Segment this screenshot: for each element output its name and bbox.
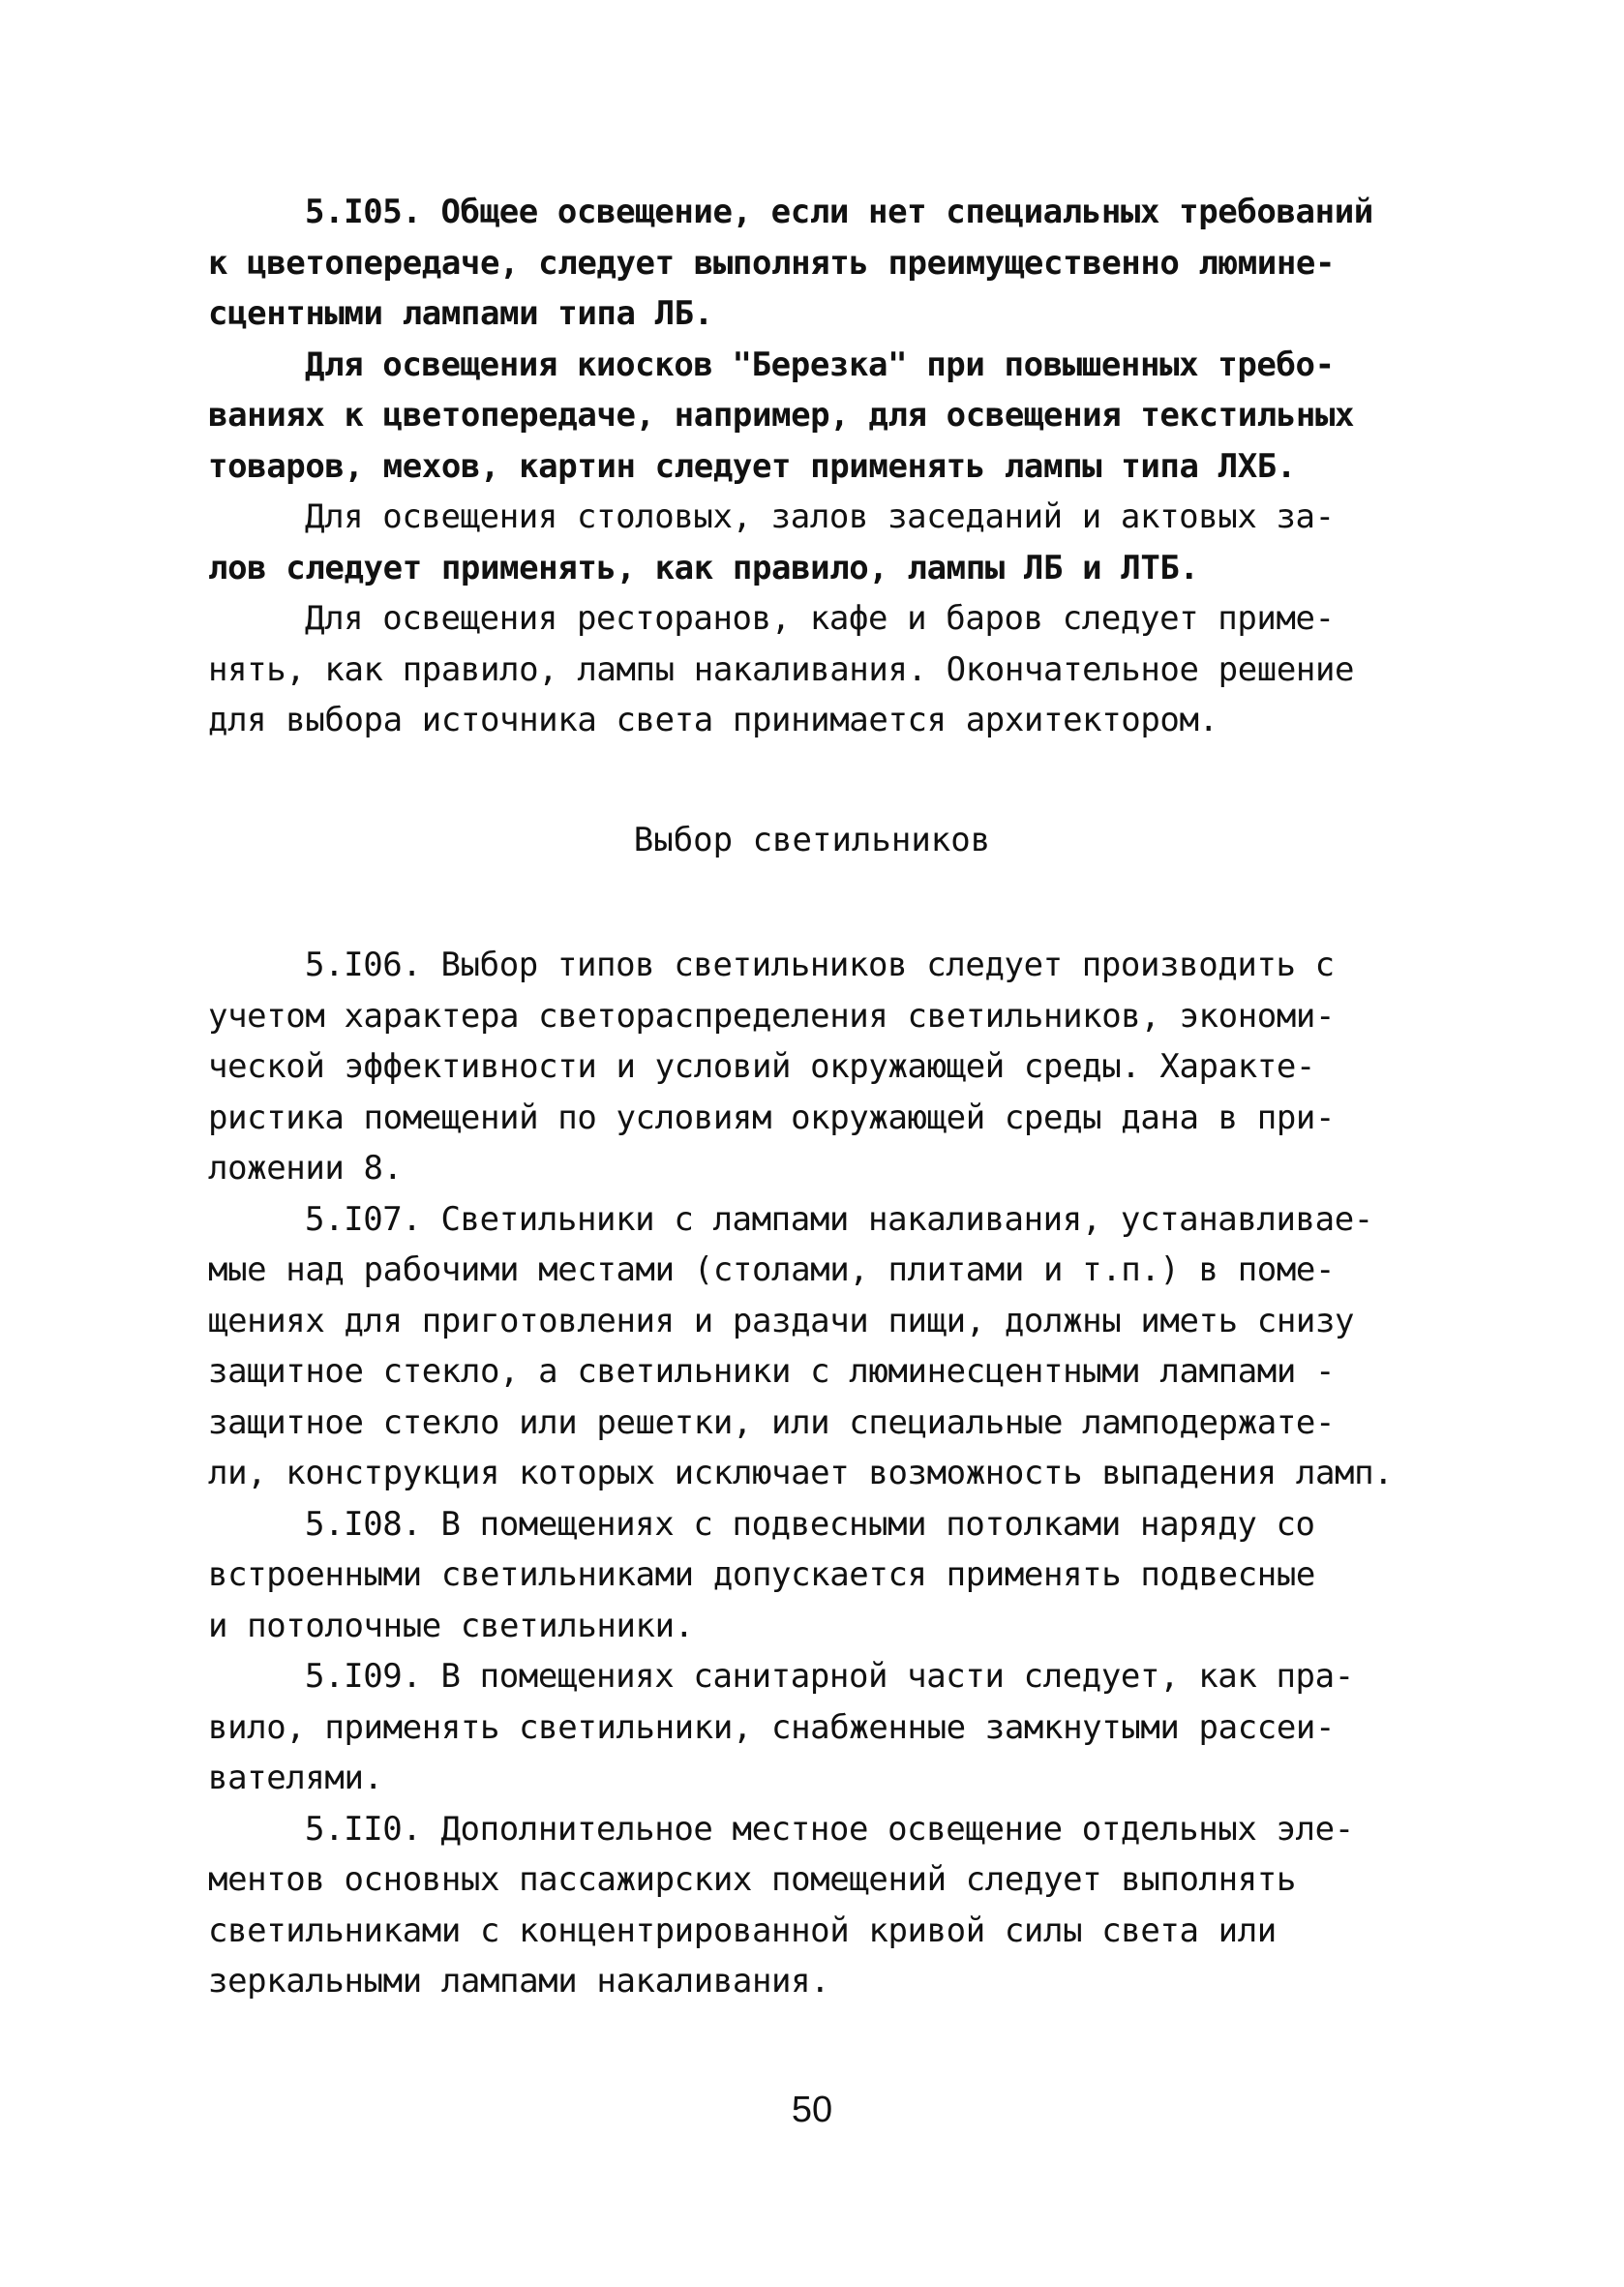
text-line: Для освещения столовых, залов заседаний и актовых за- [305,497,1335,536]
text-line: товаров, мехов, картин следует применять лампы типа ЛХБ. [208,446,1296,486]
text-line: к цветопередаче, следует выполнять преимущественно люмине- [208,243,1336,283]
text-line: ческой эффективности и условий окружающей среды. Характе- [208,1047,1315,1086]
text-line: 5.I09. В помещениях санитарной части следует, как пра- [305,1657,1354,1696]
text-line: для выбора источника света принимается архитектором. [208,701,1218,739]
text-line: 5.II0. Дополнительное местное освещение отдельных эле- [305,1809,1354,1849]
text-line: щениях для приготовления и раздачи пищи, должны иметь снизу [208,1301,1355,1340]
text-line: Для освещения киосков "Березка" при повышенных требо- [305,345,1335,384]
text-line: нять, как правило, лампы накаливания. Окончательное решение [208,649,1355,689]
text-line: ментов основных пассажирских помещений следует выполнять [208,1860,1296,1899]
text-line: сцентными лампами типа ЛБ. [208,294,713,333]
text-line: 5.I06. Выбор типов светильников следует производить с [305,946,1335,984]
text-line: Для освещения ресторанов, кафе и баров следует приме- [305,599,1335,638]
text-line: вателями. [208,1759,383,1797]
text-line: 5.I08. В помещениях с подвесными потолками наряду со [305,1504,1315,1544]
text-line: ли, конструкция которых исключает возможность выпадения ламп. [208,1454,1394,1492]
text-line: мые над рабочими местами (столами, плитами и т.п.) в поме- [208,1250,1336,1289]
text-line: ложении 8. [208,1149,403,1188]
text-line: защитное стекло или решетки, или специальные ламподержате- [208,1402,1336,1442]
paragraphs-lighting-sources [208,187,1457,746]
page-number: 50 [791,2090,833,2130]
text-line: встроенными светильниками допускается применять подвесные [208,1555,1315,1594]
text-line: учетом характера светораспределения светильников, экономи- [208,996,1336,1036]
paragraphs-luminaire-choice [208,940,1457,2007]
section-heading: Выбор светильников [633,821,991,859]
text-line: защитное стекло, а светильники с люминесцентными лампами - [208,1352,1336,1391]
text-line: лов следует применять, как правило, лампы ЛБ и ЛТБ. [208,548,1199,587]
text-line: вило, применять светильники, снабженные замкнутыми рассеи- [208,1707,1336,1747]
text-line: 5.I07. Светильники с лампами накаливания, устанавливае- [305,1199,1373,1239]
text-line: светильниками с концентрированной кривой силы света или [208,1911,1277,1950]
text-line: ристика помещений по условиям окружающей среды дана в при- [208,1098,1336,1137]
text-line: 5.I05. Общее освещение, если нет специальных требований [305,193,1373,231]
text-line: и потолочные светильники. [208,1606,694,1645]
text-line: ваниях к цветопередаче, например, для освещения текстильных [208,396,1355,435]
text-line: зеркальными лампами накаливания. [208,1962,830,2001]
